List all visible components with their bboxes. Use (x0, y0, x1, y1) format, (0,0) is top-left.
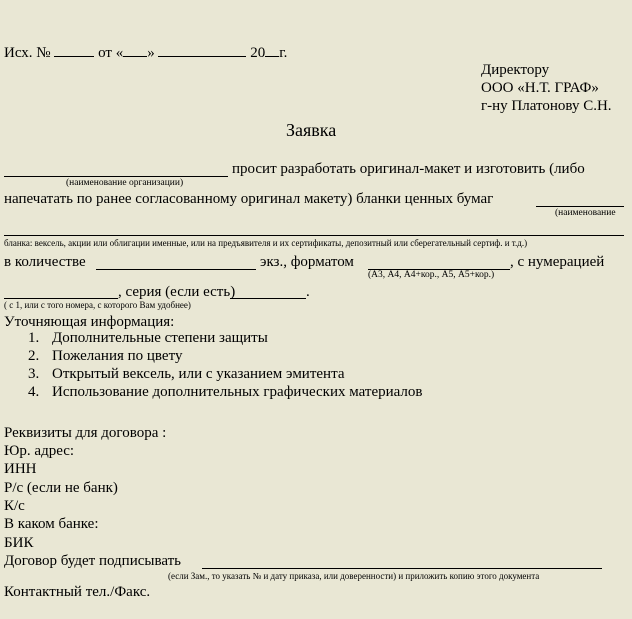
blank-kind-rule[interactable] (4, 235, 624, 236)
blank-kinds-caption: бланка: вексель, акции или облигации именные, или на предъявителя и их сертификаты, депозитный или сберегательный сертиф. и т.д.) (4, 238, 528, 248)
recipient-line-1: Директору (481, 62, 550, 78)
contact-label: Контактный тел./Факс. (4, 584, 151, 600)
account-label: Р/с (если не банк) (4, 480, 118, 496)
year-prefix: 20 (250, 45, 266, 61)
numbering-label: , с нумерацией (510, 254, 605, 270)
signer-blank[interactable] (202, 568, 602, 569)
date-day-blank[interactable] (123, 44, 147, 57)
list-item-text: Открытый вексель, или с указанием эмитента (52, 366, 345, 382)
list-item-number: 1. (28, 330, 40, 346)
document-title: Заявка (286, 120, 337, 140)
inn-label: ИНН (4, 461, 37, 477)
quantity-label: в количестве (4, 254, 86, 270)
quantity-blank[interactable] (96, 269, 256, 270)
list-item-number: 4. (28, 384, 40, 400)
securities-name-blank[interactable] (536, 206, 624, 207)
list-item-text: Пожелания по цвету (52, 348, 183, 364)
request-text-line-2: напечатать по ранее согласованному оригинал макету) бланки ценных бумаг (4, 191, 494, 207)
corr-account-label: К/с (4, 498, 25, 514)
year-blank[interactable] (265, 44, 279, 57)
signer-label: Договор будет подписывать (4, 553, 182, 569)
date-month-blank[interactable] (158, 44, 246, 57)
series-blank[interactable] (230, 298, 306, 299)
list-item-number: 2. (28, 348, 40, 364)
copies-format-label: экз., форматом (260, 254, 354, 270)
bik-label: БИК (4, 535, 34, 551)
legal-address-label: Юр. адрес: (4, 443, 75, 459)
list-item-number: 3. (28, 366, 40, 382)
organization-caption: (наименование организации) (66, 178, 184, 188)
series-label: , серия (если есть) (118, 284, 236, 300)
outgoing-number-label: Исх. № (4, 45, 51, 61)
date-from-label: от « (98, 45, 124, 61)
year-suffix: г. (279, 45, 288, 61)
blank-name-caption: (наименование (555, 208, 616, 218)
bank-label: В каком банке: (4, 516, 99, 532)
organization-name-blank[interactable] (4, 176, 228, 177)
signer-caption: (если Зам., то указать № и дату приказа, или доверенности) и приложить копию этого документа (168, 571, 540, 581)
start-number-blank[interactable] (4, 298, 118, 299)
list-item-text: Использование дополнительных графических материалов (52, 384, 423, 400)
requisites-heading: Реквизиты для договора : (4, 425, 167, 441)
request-text-line-1: просит разработать оригинал-макет и изготовить (либо (232, 161, 585, 177)
clarifying-heading: Уточняющая информация: (4, 314, 175, 330)
series-period: . (306, 284, 310, 300)
date-quote-close: » (147, 45, 155, 61)
recipient-line-2: ООО «Н.Т. ГРАФ» (481, 80, 599, 96)
outgoing-number-line (4, 44, 287, 62)
start-number-caption: ( с 1, или с того номера, с которого Вам удобнее) (4, 300, 191, 310)
outgoing-number-blank[interactable] (54, 44, 94, 57)
list-item-text: Дополнительные степени защиты (52, 330, 268, 346)
format-caption: (А3, А4, А4+кор., А5, А5+кор.) (368, 270, 495, 280)
recipient-line-3: г-ну Платонову С.Н. (481, 98, 612, 114)
